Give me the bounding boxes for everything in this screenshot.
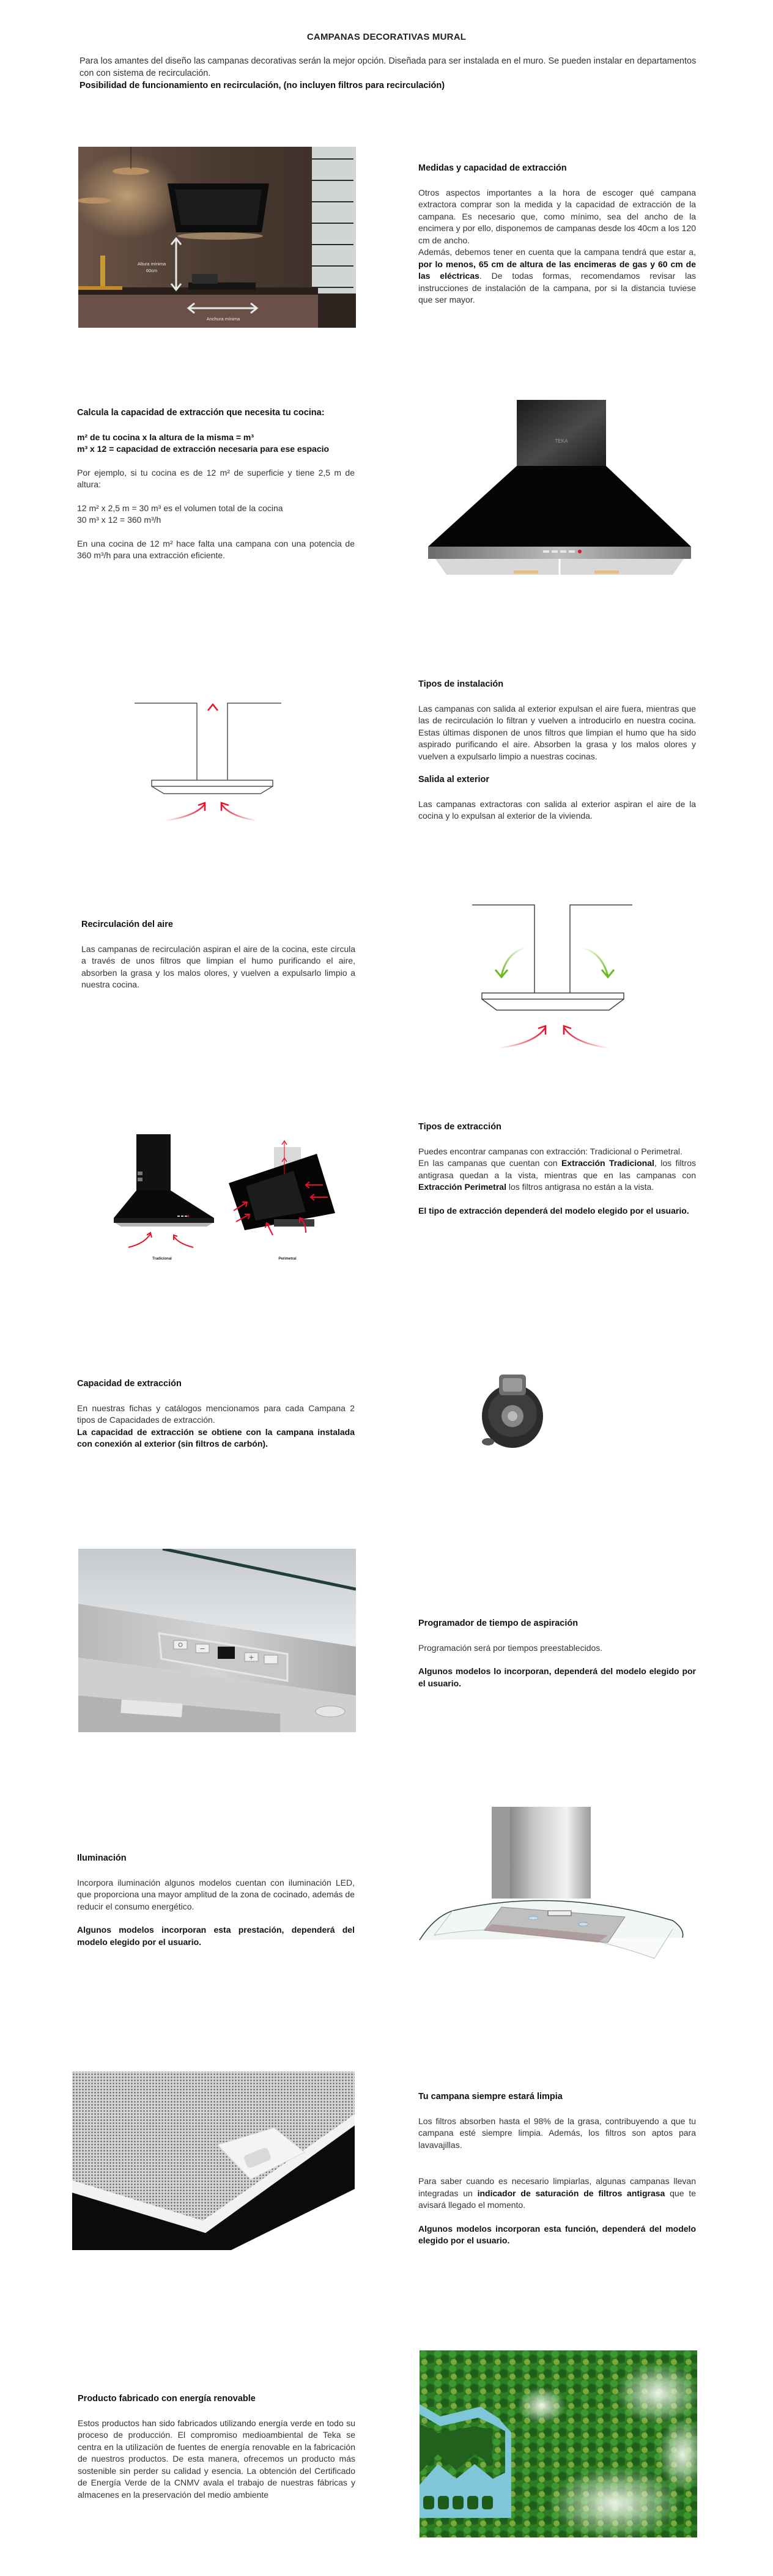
perimetral-label: Perimetral bbox=[278, 1257, 297, 1261]
section-iluminacion bbox=[77, 1853, 355, 1960]
text-run: . De todas formas, recomendamos revisar las instrucciones de instalación de la campana, por si la distancia tuviese que ser mayor. bbox=[418, 271, 696, 304]
intro-bold-note: Posibilidad de funcionamiento en recirculación, (no incluyen filtros para recirculación) bbox=[80, 81, 445, 90]
extraction-types-image bbox=[92, 1113, 361, 1272]
intro-text bbox=[80, 55, 697, 92]
text-run-bold: Extracción Tradicional bbox=[561, 1158, 654, 1168]
section-paragraph bbox=[418, 2223, 696, 2247]
section-heading: Programador de tiempo de aspiración bbox=[418, 1618, 579, 1628]
calc-block bbox=[77, 503, 355, 526]
height-value-label: 60cm bbox=[146, 268, 158, 273]
section-renovable bbox=[78, 2393, 355, 2512]
section-paragraph: Estos productos han sido fabricados utilizando energía verde en todo su proceso de producción. El compromiso medioambiental de Teka se centra en la utilización de fuentes de energía renovable en la fabricación de nuestros productos. De esta manera, ofrecemos un producto más sostenible sin perder su calidad y esencia. La obtención del Certificado de Energía Verde de la CNMV avala el trabajo de nuestras fábricas y almacenes en la preservación del medio ambiente bbox=[78, 2418, 355, 2500]
height-label: Altura mínima bbox=[137, 261, 166, 267]
section-paragraph bbox=[77, 1426, 355, 1450]
page-title: CAMPANAS DECORATIVAS MURAL bbox=[306, 32, 467, 42]
section-heading: Producto fabricado con energía renovable bbox=[78, 2394, 256, 2404]
brand-logo: TEKA bbox=[555, 438, 568, 444]
section-paragraph: Programación será por tiempos preestablecidos. bbox=[418, 1642, 603, 1653]
grease-filter-image bbox=[72, 2067, 355, 2250]
section-paragraph: Otros aspectos importantes a la hora de escoger qué campana extractora comprar son la medida y la capacidad de extracción de la campana. Es necesario que, como mínimo, sea del ancho de la encimera y por ello, disponemos de campanas desde los 40cm a los 120 cm de ancho. bbox=[418, 187, 696, 245]
section-paragraph: Los filtros absorben hasta el 98% de la grasa, contribuyendo a que tu campana esté siempre limpia. Además, los filtros son aptos para lavavajillas. bbox=[418, 2116, 696, 2150]
formula-block bbox=[77, 432, 355, 456]
green-forest-factory-image bbox=[420, 2350, 697, 2537]
text-run-bold: El tipo de extracción dependerá del modelo elegido por el usuario. bbox=[418, 1205, 689, 1216]
section-subheading: Salida al exterior bbox=[418, 775, 490, 784]
traditional-label: Tradicional bbox=[152, 1257, 172, 1261]
text-run-bold: por lo menos, 65 cm de altura de las encimeras de gas y 60 cm de las eléctricas bbox=[418, 259, 696, 281]
text-run: Además, debemos tener en cuenta que la campana tendrá que estar a, bbox=[418, 247, 696, 257]
text-run-bold: indicador de saturación de filtros antigrasa bbox=[477, 2188, 665, 2198]
section-extraccion bbox=[418, 1121, 696, 1228]
section-recirculacion bbox=[81, 919, 355, 1003]
section-paragraph bbox=[418, 246, 696, 306]
light-button[interactable] bbox=[264, 1655, 278, 1664]
text-run: los filtros antigrasa no están a la vista. bbox=[506, 1182, 654, 1192]
section-paragraph: En una cocina de 12 m² hace falta una campana con una potencia de 360 m³/h para una extracción eficiente. bbox=[77, 538, 355, 560]
section-heading: Recirculación del aire bbox=[81, 920, 173, 929]
section-paragraph: Las campanas de recirculación aspiran el aire de la cocina, este circula a través de unos filtros que limpian el humo purificando el aire, absorben la grasa y los malos olores, y vuelven a expulsarlo limpio a nuestra cocina. bbox=[81, 943, 355, 989]
section-heading: Calcula la capacidad de extracción que necesita tu cocina: bbox=[77, 408, 325, 418]
section-paragraph bbox=[77, 1924, 355, 1948]
section-instalacion bbox=[418, 679, 696, 834]
text-run: En las campanas que cuentan con bbox=[418, 1158, 561, 1168]
formula-line: m² de tu cocina x la altura de la misma = m³ bbox=[77, 432, 254, 442]
section-paragraph: Puedes encontrar campanas con extracción: Tradicional o Perimetral. bbox=[418, 1146, 682, 1156]
section-capacidad bbox=[77, 1378, 355, 1462]
control-panel-image bbox=[78, 1549, 356, 1732]
section-calcula bbox=[77, 407, 355, 574]
section-paragraph bbox=[418, 1205, 696, 1217]
section-medidas bbox=[418, 163, 696, 306]
exterior-exhaust-diagram bbox=[135, 691, 281, 825]
intro-paragraph: Para los amantes del diseño las campanas decorativas serán la mejor opción. Diseñada para ser instalada en el muro. Se pueden instalar en departamentos con con sistema de recirculación. bbox=[80, 56, 697, 78]
text-run-bold: Extracción Perimetral bbox=[418, 1182, 506, 1192]
section-paragraph bbox=[418, 1666, 696, 1689]
section-heading: Tu campana siempre estará limpia bbox=[418, 2092, 563, 2102]
section-heading: Tipos de instalación bbox=[418, 679, 504, 689]
section-paragraph: Las campanas extractoras con salida al exterior aspiran el aire de la cocina y lo expulsan al exterior de la vivienda. bbox=[418, 799, 696, 821]
section-paragraph: En nuestras fichas y catálogos mencionamos para cada Campana 2 tipos de Capacidades de extracción. bbox=[77, 1403, 355, 1425]
width-label: Anchura mínima bbox=[206, 316, 240, 322]
section-paragraph: Por ejemplo, si tu cocina es de 12 m² de superficie y tiene 2,5 m de altura: bbox=[77, 467, 355, 489]
text-run: que te avisará llegado el momento. bbox=[418, 2188, 696, 2210]
text-run-bold: La capacidad de extracción se obtiene con la campana instalada con conexión al exterior (sin filtros de carbón). bbox=[77, 1426, 355, 1449]
text-run-bold: Algunos modelos incorporan esta función, dependerá del modelo elegido por el usuario. bbox=[418, 2223, 696, 2245]
section-heading: Tipos de extracción bbox=[418, 1122, 501, 1132]
section-programador bbox=[418, 1618, 696, 1701]
text-run-bold: Algunos modelos incorporan esta prestación, dependerá del modelo elegido por el usuario. bbox=[77, 1925, 355, 1947]
display-screen bbox=[218, 1647, 235, 1659]
section-heading: Iluminación bbox=[77, 1853, 127, 1863]
section-limpia bbox=[418, 2091, 696, 2259]
black-chimney-hood-image bbox=[416, 396, 703, 580]
glass-hood-image bbox=[416, 1807, 703, 1966]
section-heading: Medidas y capacidad de extracción bbox=[418, 163, 567, 173]
section-paragraph bbox=[418, 1157, 696, 1194]
calc-line: 12 m² x 2,5 m = 30 m³ es el volumen total de la cocina bbox=[77, 503, 283, 513]
text-run: , los filtros antigrasa quedan a la vista, mientras que en las campanas con bbox=[418, 1158, 697, 1180]
plus-icon: + bbox=[248, 1653, 254, 1661]
formula-line: m³ x 12 = capacidad de extracción necesaria para ese espacio bbox=[77, 444, 330, 454]
timer-button[interactable] bbox=[174, 1640, 187, 1649]
kitchen-dimensions-image bbox=[78, 147, 356, 328]
calc-line: 30 m³ x 12 = 360 m³/h bbox=[77, 515, 161, 525]
recirculation-diagram bbox=[468, 901, 652, 1052]
text-run: Para saber cuando es necesario limpiarlas, algunas campanas llevan integradas un bbox=[418, 2176, 696, 2198]
minus-icon: − bbox=[199, 1645, 205, 1653]
section-heading: Capacidad de extracción bbox=[77, 1379, 182, 1389]
text-run-bold: Algunos modelos lo incorporan, dependerá del modelo elegido por el usuario. bbox=[418, 1666, 696, 1688]
motor-fan-image bbox=[476, 1368, 549, 1454]
section-paragraph: Las campanas con salida al exterior expulsan el aire fuera, mientras que las de recirculación lo filtran y vuelven a introducirlo en nuestra cocina. Estas últimas disponen de unos filtros que limpian el humo que ha sido aspirado purificando el aire. Absorben la grasa y los malos olores y vuelven a expulsarlo limpio a nuestras cocinas. bbox=[418, 703, 696, 761]
section-paragraph: Incorpora iluminación algunos modelos cuentan con iluminación LED, que proporciona una mayor amplitud de la zona de cocinado, además de reducir el consumo energético. bbox=[77, 1877, 355, 1911]
section-paragraph bbox=[418, 2176, 696, 2212]
